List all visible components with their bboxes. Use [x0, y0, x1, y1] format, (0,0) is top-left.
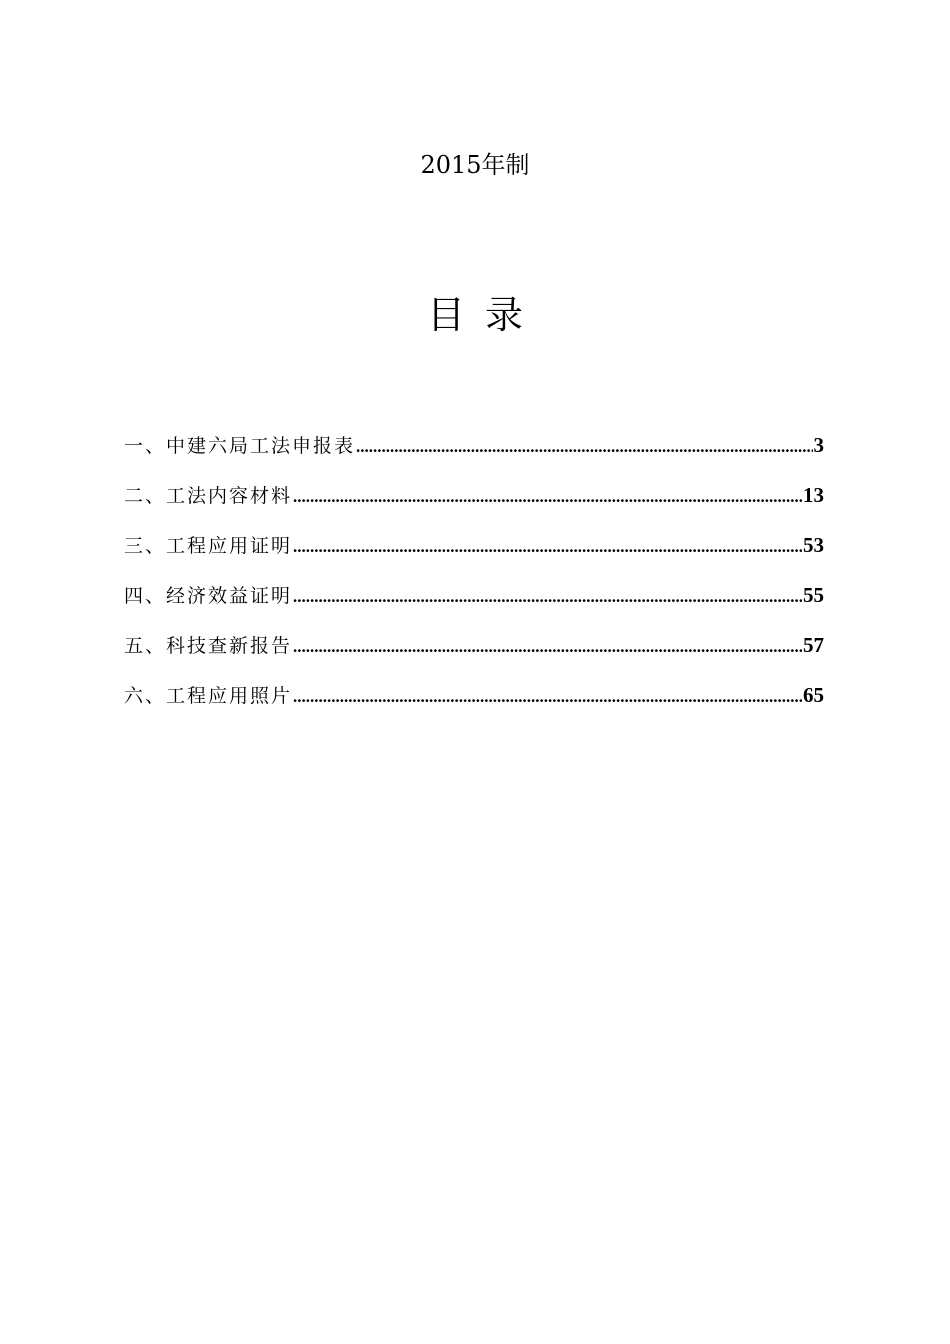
toc-entry-page: 55: [803, 583, 824, 607]
toc-entry[interactable]: [124, 580, 824, 630]
toc-entry-label: 三、工程应用证明: [124, 535, 293, 557]
toc-entry-page: 65: [803, 683, 824, 707]
toc-dot-leader: [293, 482, 802, 512]
toc-entry-label: 六、工程应用照片: [124, 685, 293, 707]
toc-entry[interactable]: [124, 530, 824, 580]
toc-dot-leader: [293, 682, 802, 712]
toc-dot-leader: [293, 632, 802, 662]
toc-entry-label: 二、工法内容材料: [124, 485, 293, 507]
toc-entry-label: 一、中建六局工法申报表: [124, 435, 356, 457]
toc-entry-page: 3: [813, 433, 824, 457]
toc-entry[interactable]: [124, 680, 824, 730]
table-of-contents: [124, 430, 824, 730]
toc-entry-page: 57: [803, 633, 824, 657]
toc-entry[interactable]: [124, 630, 824, 680]
toc-entry-label: 四、经济效益证明: [124, 585, 293, 607]
toc-title: 目录: [426, 293, 543, 337]
toc-dot-leader: [293, 582, 802, 612]
toc-entry-page: 53: [803, 533, 824, 557]
toc-entry-label: 五、科技查新报告: [124, 635, 293, 657]
year-text: 2015年制: [420, 151, 530, 179]
toc-entry[interactable]: [124, 480, 824, 530]
toc-entry-page: 13: [803, 483, 824, 507]
toc-dot-leader: [293, 532, 802, 562]
toc-dot-leader: [356, 432, 812, 462]
toc-entry[interactable]: [124, 430, 824, 480]
